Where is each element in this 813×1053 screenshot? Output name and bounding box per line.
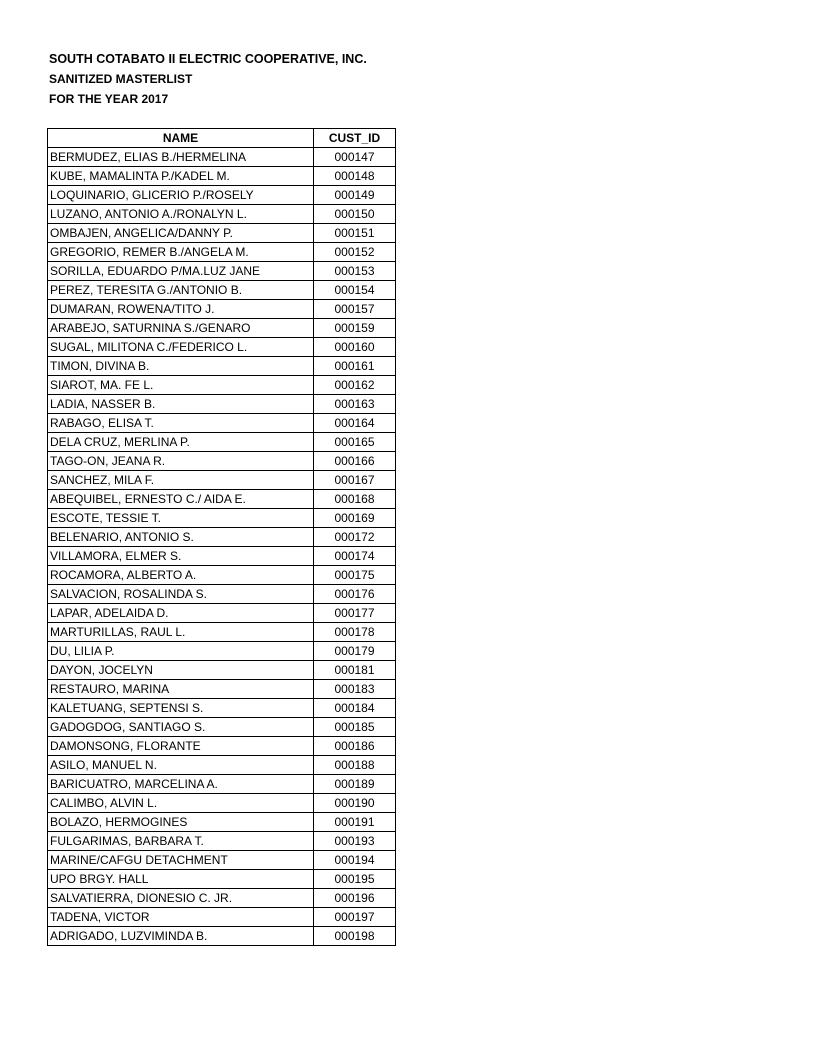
document-year: FOR THE YEAR 2017 — [49, 92, 169, 106]
cell-name: BELENARIO, ANTONIO S. — [48, 528, 314, 547]
table-row — [48, 737, 396, 756]
table-row — [48, 547, 396, 566]
table-row — [48, 870, 396, 889]
table-row — [48, 452, 396, 471]
cell-name: DAYON, JOCELYN — [48, 661, 314, 680]
table-row — [48, 319, 396, 338]
table-row — [48, 813, 396, 832]
cell-cust-id: 000177 — [314, 604, 396, 623]
table-row — [48, 186, 396, 205]
cell-name: ADRIGADO, LUZVIMINDA B. — [48, 927, 314, 946]
table-row — [48, 300, 396, 319]
table-row — [48, 490, 396, 509]
table-header-row — [48, 129, 396, 148]
cell-name: KALETUANG, SEPTENSI S. — [48, 699, 314, 718]
table-row — [48, 927, 396, 946]
table-row — [48, 718, 396, 737]
cell-name: ARABEJO, SATURNINA S./GENARO — [48, 319, 314, 338]
table-row — [48, 642, 396, 661]
cell-cust-id: 000149 — [314, 186, 396, 205]
cell-name: TAGO-ON, JEANA R. — [48, 452, 314, 471]
cell-name: SUGAL, MILITONA C./FEDERICO L. — [48, 338, 314, 357]
cell-cust-id: 000188 — [314, 756, 396, 775]
cell-cust-id: 000186 — [314, 737, 396, 756]
cell-name: SALVATIERRA, DIONESIO C. JR. — [48, 889, 314, 908]
cell-cust-id: 000196 — [314, 889, 396, 908]
cell-name: ABEQUIBEL, ERNESTO C./ AIDA E. — [48, 490, 314, 509]
cell-cust-id: 000179 — [314, 642, 396, 661]
cell-cust-id: 000181 — [314, 661, 396, 680]
document-header — [49, 49, 367, 109]
cell-name: SALVACION, ROSALINDA S. — [48, 585, 314, 604]
cell-cust-id: 000197 — [314, 908, 396, 927]
cell-cust-id: 000178 — [314, 623, 396, 642]
cell-name: RABAGO, ELISA T. — [48, 414, 314, 433]
table-row — [48, 908, 396, 927]
cell-cust-id: 000147 — [314, 148, 396, 167]
table-row — [48, 281, 396, 300]
cell-cust-id: 000153 — [314, 262, 396, 281]
table-row — [48, 661, 396, 680]
table-row — [48, 756, 396, 775]
cell-name: GADOGDOG, SANTIAGO S. — [48, 718, 314, 737]
cell-name: MARINE/CAFGU DETACHMENT — [48, 851, 314, 870]
cell-cust-id: 000190 — [314, 794, 396, 813]
table-row — [48, 433, 396, 452]
table-row — [48, 243, 396, 262]
cell-cust-id: 000157 — [314, 300, 396, 319]
table-row — [48, 851, 396, 870]
cell-cust-id: 000194 — [314, 851, 396, 870]
cell-name: FULGARIMAS, BARBARA T. — [48, 832, 314, 851]
cell-cust-id: 000184 — [314, 699, 396, 718]
cell-name: MARTURILLAS, RAUL L. — [48, 623, 314, 642]
cell-cust-id: 000154 — [314, 281, 396, 300]
cell-name: SORILLA, EDUARDO P/MA.LUZ JANE — [48, 262, 314, 281]
cell-cust-id: 000183 — [314, 680, 396, 699]
cell-name: BOLAZO, HERMOGINES — [48, 813, 314, 832]
cell-cust-id: 000166 — [314, 452, 396, 471]
cell-name: SIAROT, MA. FE L. — [48, 376, 314, 395]
cell-cust-id: 000168 — [314, 490, 396, 509]
cell-name: PEREZ, TERESITA G./ANTONIO B. — [48, 281, 314, 300]
table-row — [48, 205, 396, 224]
table-row — [48, 832, 396, 851]
table-row — [48, 471, 396, 490]
table-row — [48, 224, 396, 243]
cell-cust-id: 000160 — [314, 338, 396, 357]
cell-name: GREGORIO, REMER B./ANGELA M. — [48, 243, 314, 262]
cell-cust-id: 000167 — [314, 471, 396, 490]
cell-cust-id: 000152 — [314, 243, 396, 262]
table-row — [48, 148, 396, 167]
table-row — [48, 509, 396, 528]
cell-name: KUBE, MAMALINTA P./KADEL M. — [48, 167, 314, 186]
cell-name: TADENA, VICTOR — [48, 908, 314, 927]
cell-name: VILLAMORA, ELMER S. — [48, 547, 314, 566]
company-name: SOUTH COTABATO II ELECTRIC COOPERATIVE, INC. — [49, 52, 367, 66]
cell-cust-id: 000191 — [314, 813, 396, 832]
cell-name: DELA CRUZ, MERLINA P. — [48, 433, 314, 452]
cell-name: CALIMBO, ALVIN L. — [48, 794, 314, 813]
table-row — [48, 395, 396, 414]
table-row — [48, 699, 396, 718]
cell-name: DAMONSONG, FLORANTE — [48, 737, 314, 756]
cell-name: SANCHEZ, MILA F. — [48, 471, 314, 490]
table-row — [48, 414, 396, 433]
cell-name: LOQUINARIO, GLICERIO P./ROSELY — [48, 186, 314, 205]
cell-cust-id: 000193 — [314, 832, 396, 851]
cell-name: BARICUATRO, MARCELINA A. — [48, 775, 314, 794]
table-row — [48, 528, 396, 547]
cell-name: LUZANO, ANTONIO A./RONALYN L. — [48, 205, 314, 224]
cell-name: LAPAR, ADELAIDA D. — [48, 604, 314, 623]
cell-cust-id: 000151 — [314, 224, 396, 243]
cell-cust-id: 000162 — [314, 376, 396, 395]
document-subtitle: SANITIZED MASTERLIST — [49, 72, 193, 86]
table-row — [48, 680, 396, 699]
table-row — [48, 167, 396, 186]
cell-cust-id: 000165 — [314, 433, 396, 452]
table-row — [48, 775, 396, 794]
table-row — [48, 623, 396, 642]
cell-name: BERMUDEZ, ELIAS B./HERMELINA — [48, 148, 314, 167]
cell-cust-id: 000175 — [314, 566, 396, 585]
masterlist-table — [47, 128, 396, 946]
cell-cust-id: 000164 — [314, 414, 396, 433]
table-row — [48, 262, 396, 281]
cell-cust-id: 000189 — [314, 775, 396, 794]
column-header-cust-id: CUST_ID — [314, 129, 396, 148]
cell-cust-id: 000150 — [314, 205, 396, 224]
table-row — [48, 585, 396, 604]
cell-cust-id: 000198 — [314, 927, 396, 946]
cell-name: ESCOTE, TESSIE T. — [48, 509, 314, 528]
cell-cust-id: 000159 — [314, 319, 396, 338]
table-row — [48, 794, 396, 813]
cell-name: DU, LILIA P. — [48, 642, 314, 661]
cell-name: DUMARAN, ROWENA/TITO J. — [48, 300, 314, 319]
table-row — [48, 889, 396, 908]
table-body — [48, 148, 396, 946]
table-row — [48, 357, 396, 376]
cell-name: RESTAURO, MARINA — [48, 680, 314, 699]
table-row — [48, 604, 396, 623]
cell-name: UPO BRGY. HALL — [48, 870, 314, 889]
column-header-name: NAME — [48, 129, 314, 148]
table-row — [48, 376, 396, 395]
cell-cust-id: 000148 — [314, 167, 396, 186]
cell-name: TIMON, DIVINA B. — [48, 357, 314, 376]
cell-name: ASILO, MANUEL N. — [48, 756, 314, 775]
cell-cust-id: 000163 — [314, 395, 396, 414]
cell-cust-id: 000174 — [314, 547, 396, 566]
cell-cust-id: 000185 — [314, 718, 396, 737]
table-row — [48, 566, 396, 585]
cell-cust-id: 000176 — [314, 585, 396, 604]
cell-cust-id: 000169 — [314, 509, 396, 528]
cell-cust-id: 000161 — [314, 357, 396, 376]
cell-cust-id: 000172 — [314, 528, 396, 547]
cell-name: ROCAMORA, ALBERTO A. — [48, 566, 314, 585]
cell-cust-id: 000195 — [314, 870, 396, 889]
cell-name: LADIA, NASSER B. — [48, 395, 314, 414]
cell-name: OMBAJEN, ANGELICA/DANNY P. — [48, 224, 314, 243]
table-row — [48, 338, 396, 357]
